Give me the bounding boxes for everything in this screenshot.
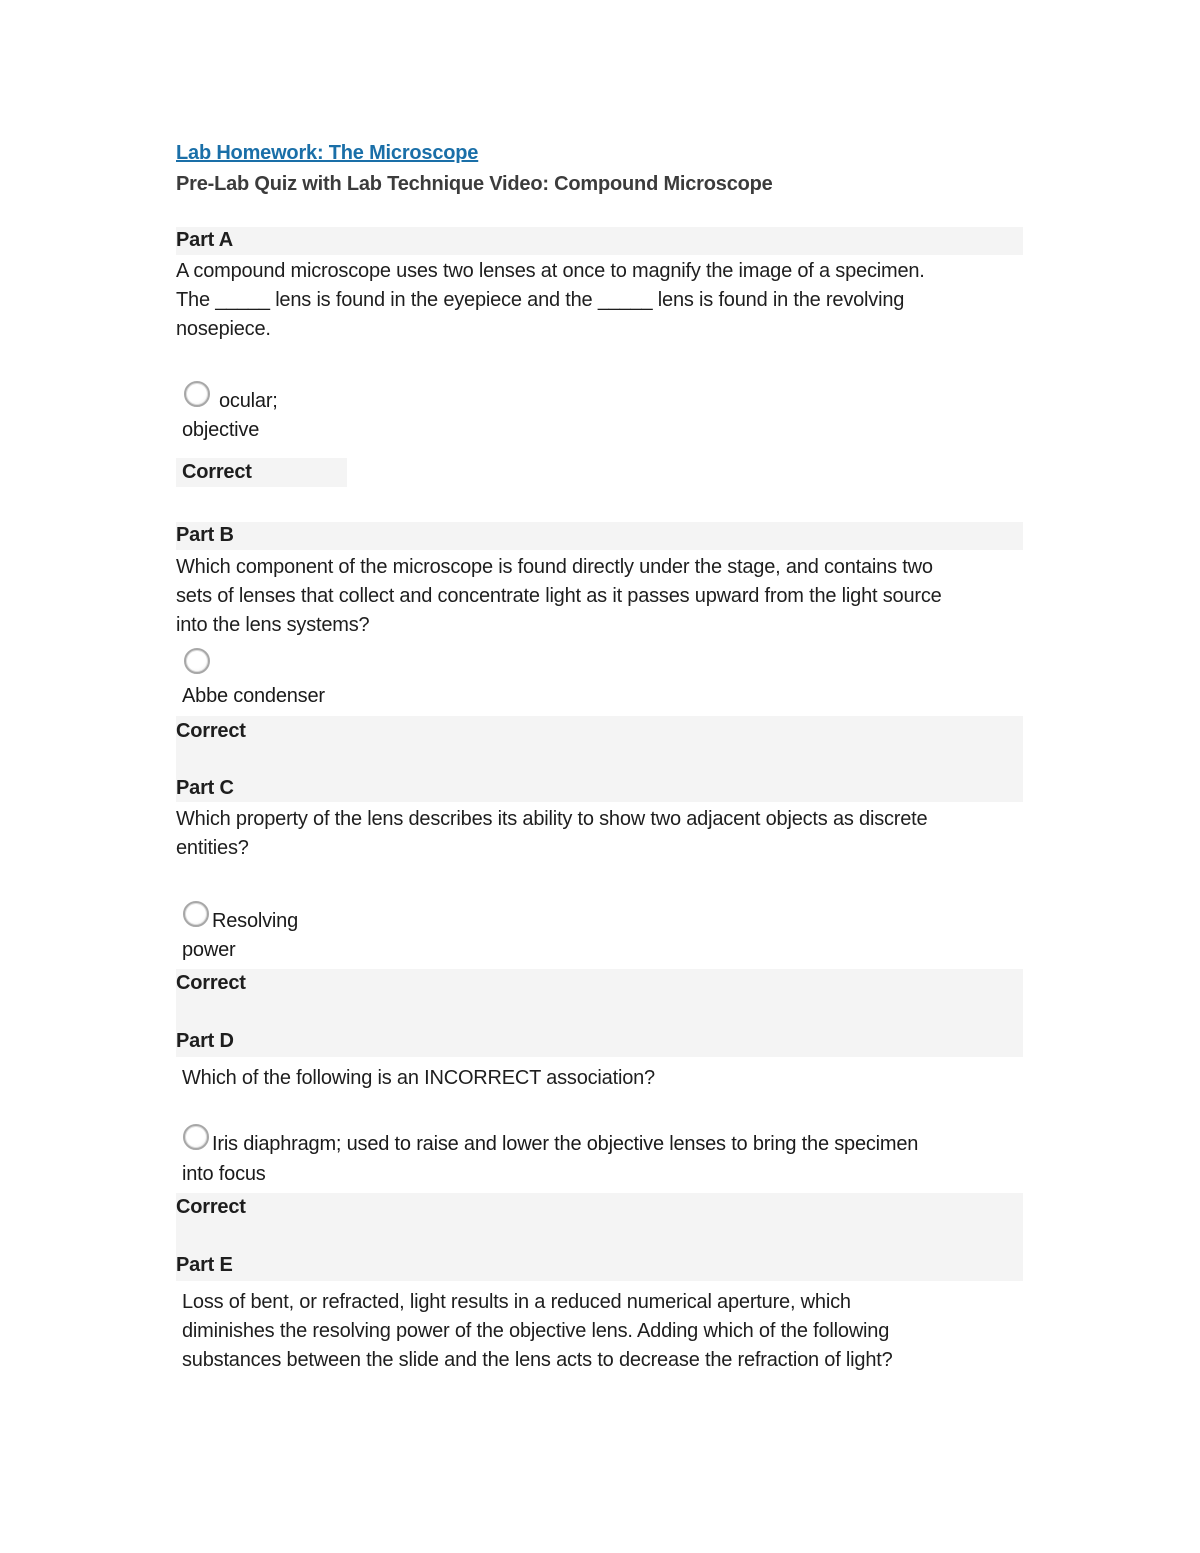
part-d-feedback-bar bbox=[176, 1193, 1023, 1281]
part-a-answer-line: objective bbox=[182, 419, 260, 441]
part-a-answer-line: ocular; bbox=[219, 390, 278, 412]
part-b-answer-radio[interactable] bbox=[184, 648, 210, 674]
part-c-answer-radio[interactable] bbox=[183, 901, 209, 927]
part-a-question-line: A compound microscope uses two lenses at once to magnify the image of a specimen. bbox=[176, 260, 925, 282]
part-a-question-line: The _____ lens is found in the eyepiece and the _____ lens is found in the revolving bbox=[176, 289, 905, 311]
part-c-feedback-bar bbox=[176, 969, 1023, 1057]
part-b-feedback: Correct bbox=[176, 720, 246, 742]
part-b-question-line: Which component of the microscope is found directly under the stage, and contains two bbox=[176, 556, 933, 578]
part-c-question-line: Which property of the lens describes its ability to show two adjacent objects as discrete bbox=[176, 808, 928, 830]
part-a-question bbox=[176, 257, 925, 344]
part-d-answer-line: Iris diaphragm; used to raise and lower the objective lenses to bring the specimen bbox=[212, 1133, 919, 1155]
part-d-feedback: Correct bbox=[176, 1196, 246, 1218]
part-a-question-line: nosepiece. bbox=[176, 318, 271, 340]
part-c-answer-line: Resolving bbox=[212, 910, 299, 932]
part-d-question-line: Which of the following is an INCORRECT association? bbox=[182, 1067, 655, 1089]
part-b-feedback-bar bbox=[176, 716, 1023, 802]
part-c-feedback: Correct bbox=[176, 972, 246, 994]
part-b-question-line: into the lens systems? bbox=[176, 614, 370, 636]
part-c-question-line: entities? bbox=[176, 837, 249, 859]
part-d-answer-line: into focus bbox=[182, 1163, 266, 1185]
part-b-answer-line: Abbe condenser bbox=[182, 685, 325, 707]
part-b-question bbox=[176, 553, 942, 640]
part-b-question-line: sets of lenses that collect and concentrate light as it passes upward from the light source bbox=[176, 585, 942, 607]
part-d-label: Part D bbox=[176, 1030, 234, 1052]
part-a-feedback: Correct bbox=[182, 461, 252, 483]
part-c-answer-line: power bbox=[182, 939, 236, 961]
part-a-answer-radio[interactable] bbox=[184, 381, 210, 407]
assignment-title-link[interactable]: Lab Homework: The Microscope bbox=[176, 142, 479, 164]
part-d-answer-radio[interactable] bbox=[183, 1124, 209, 1150]
part-b-label: Part B bbox=[176, 524, 234, 546]
part-c-label: Part C bbox=[176, 777, 234, 799]
part-c-question bbox=[176, 805, 927, 863]
part-d-question bbox=[182, 1064, 655, 1093]
part-e-question-line: substances between the slide and the lens acts to decrease the refraction of light? bbox=[182, 1349, 893, 1371]
part-a-header-bar bbox=[176, 227, 1023, 255]
part-e-question-line: diminishes the resolving power of the objective lens. Adding which of the following bbox=[182, 1320, 890, 1342]
part-b-header-bar bbox=[176, 522, 1023, 550]
part-a-label: Part A bbox=[176, 229, 233, 251]
part-e-question-line: Loss of bent, or refracted, light results in a reduced numerical aperture, which bbox=[182, 1291, 851, 1313]
part-e-question bbox=[182, 1288, 893, 1375]
quiz-subtitle: Pre-Lab Quiz with Lab Technique Video: Compound Microscope bbox=[176, 173, 773, 195]
part-e-label: Part E bbox=[176, 1254, 233, 1276]
